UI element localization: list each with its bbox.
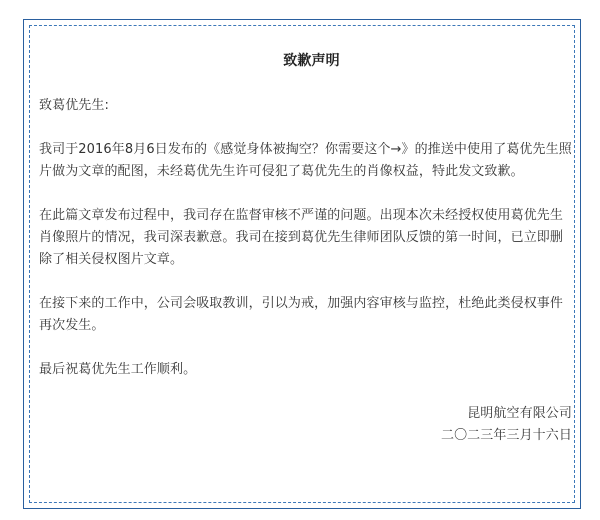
letter-signature — [39, 403, 574, 447]
letter-closing: 最后祝葛优先生工作顺利。 — [39, 362, 197, 377]
letter-salutation: 致葛优先生: — [39, 98, 109, 113]
letter-paragraph-2: 在此篇文章发布过程中，我司存在监督审核不严谨的问题。出现本次未经授权使用葛优先生肖像照片的情况，我司深表歉意。我司在接到葛优先生律师团队反馈的第一时间，已立即删除了相关侵权图片文章。 — [39, 208, 564, 267]
letter-paragraph-3: 在接下来的工作中，公司会吸取教训，引以为戒，加强内容审核与监控，杜绝此类侵权事件再次发生。 — [39, 296, 564, 333]
letter-title: 致歉声明 — [283, 53, 340, 69]
apology-letter — [39, 50, 574, 447]
signature-date: 二〇二三年三月十六日 — [440, 428, 572, 443]
signature-company: 昆明航空有限公司 — [467, 406, 572, 421]
letter-paragraph-1: 我司于2016年8月6日发布的《感觉身体被掏空？你需要这个→》的推送中使用了葛优先生照片做为文章的配图，未经葛优先生许可侵犯了葛优先生的肖像权益，特此发文致歉。 — [39, 142, 572, 179]
